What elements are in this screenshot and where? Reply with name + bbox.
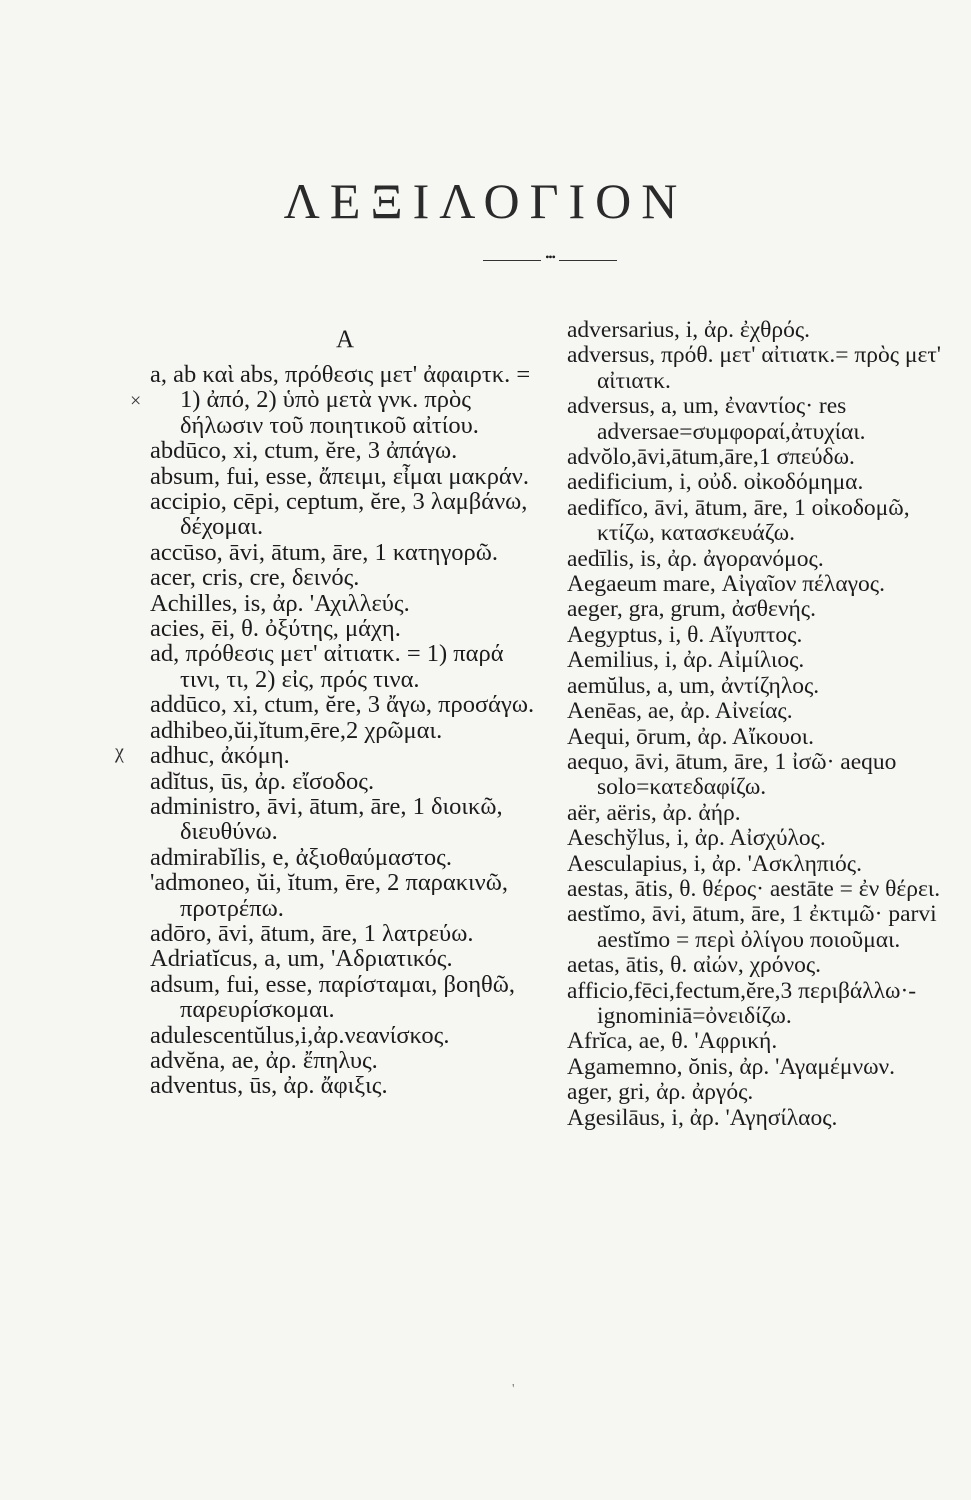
dictionary-entry: Aemilius, i, ἀρ. Αἰμίλιος. xyxy=(567,647,805,674)
dictionary-entry: Aequi, ōrum, ἀρ. Αἴκουοι. xyxy=(567,723,814,750)
dictionary-entry: adulescentŭlus,i,ἀρ.νεανίσκος. xyxy=(150,1021,450,1049)
right-entries xyxy=(567,318,962,1131)
dictionary-entry: 'admoneo, ŭi, ĭtum, ēre, 2 παρακινῶ, προτρέπω. xyxy=(150,869,509,922)
dictionary-entry: aemŭlus, a, um, ἀντίζηλος. xyxy=(567,672,820,699)
dictionary-entry: accūso, āvi, ātum, āre, 1 κατηγορῶ. xyxy=(150,538,499,566)
dictionary-entry: accipio, cēpi, ceptum, ĕre, 3 λαμβάνω, δέχομαι. xyxy=(150,488,528,541)
dictionary-entry: absum, fui, esse, ἄπειμι, εἶμαι μακράν. xyxy=(150,462,529,490)
dictionary-entry: ager, gri, ἀρ. ἀργός. xyxy=(567,1079,754,1106)
left-entries xyxy=(150,362,540,1099)
page-title: ΛΕΞΙΛΟΓΙΟΝ xyxy=(283,173,688,229)
dictionary-entry: acies, ēi, θ. ὀξύτης, μάχη. xyxy=(150,615,401,643)
dictionary-entry: adversus, a, um, ἐναντίος· res adversae=συμφοραί,ἀτυχίαι. xyxy=(567,393,866,445)
dictionary-entry: addūco, xi, ctum, ĕre, 3 ἄγω, προσάγω. xyxy=(150,691,535,719)
dictionary-entry: Aenēas, ae, ἀρ. Αἰνείας. xyxy=(567,698,793,725)
dictionary-entry: adsum, fui, esse, παρίσταμαι, βοηθῶ, παρευρίσκομαι. xyxy=(150,970,515,1024)
dictionary-entry: Aegyptus, i, θ. Αἴγυπτος. xyxy=(567,621,803,648)
dictionary-entry: Afrĭca, ae, θ. 'Αφρική. xyxy=(567,1028,778,1055)
dictionary-entry: aestĭmo, āvi, ātum, āre, 1 ἐκτιμῶ· parvi aestĭmo = περὶ ὀλίγου ποιοῦμαι. xyxy=(567,901,937,953)
dictionary-entry: aedifĭco, āvi, ātum, āre, 1 οἰκοδομῶ, κτίζω, κατασκευάζω. xyxy=(567,494,910,547)
dictionary-entry: advŏlo,āvi,ātum,āre,1 σπεύδω. xyxy=(567,444,855,471)
dictionary-entry: aeger, gra, grum, ἀσθενής. xyxy=(567,596,816,623)
dictionary-entry: Agamemno, ŏnis, ἀρ. 'Αγαμέμνων. xyxy=(567,1053,896,1080)
margin-mark: χ xyxy=(115,741,124,763)
dictionary-entry: adhibeo,ŭi,ĭtum,ēre,2 χρῶμαι. xyxy=(150,716,443,744)
dictionary-entry: Aeschўlus, i, ἀρ. Αἰσχύλος. xyxy=(567,825,826,852)
dictionary-entry: abdūco, xi, ctum, ĕre, 3 ἀπάγω. xyxy=(150,437,458,465)
ornament-rule-right xyxy=(559,260,617,261)
dictionary-entry: Aesculapius, i, ἀρ. 'Ασκληπιός. xyxy=(567,850,862,877)
dictionary-entry: acer, cris, cre, δεινός. xyxy=(150,564,360,592)
dictionary-entry: Agesilāus, i, ἀρ. 'Αγησίλαος. xyxy=(567,1104,838,1131)
dictionary-entry: admirabĭlis, e, ἀξιοθαύμαστος. xyxy=(150,843,453,871)
dictionary-entry: adventus, ūs, ἀρ. ἄφιξις. xyxy=(150,1072,388,1100)
dictionary-entry: Adriatĭcus, a, um, 'Αδριατικός. xyxy=(150,945,453,973)
title-ornament xyxy=(483,250,617,266)
dictionary-entry: Aegaeum mare, Αἰγαῖον πέλαγος. xyxy=(567,571,885,598)
stray-mark: ' xyxy=(512,1382,515,1397)
dictionary-entry: adōro, āvi, ātum, āre, 1 λατρεύω. xyxy=(150,919,474,947)
dictionary-entry: afficio,fēci,fectum,ĕre,3 περιβάλλω·-ignominiā=ὀνειδίζω. xyxy=(567,977,917,1029)
margin-mark: × xyxy=(130,390,142,412)
left-column xyxy=(150,318,540,1099)
dictionary-entry: aetas, ātis, θ. αἰών, χρόνος. xyxy=(567,952,822,979)
dictionary-entry: advĕna, ae, ἀρ. ἔπηλυς. xyxy=(150,1046,378,1074)
section-letter: Α xyxy=(335,326,355,353)
dictionary-entry: aedīlis, is, ἀρ. ἀγορανόμος. xyxy=(567,545,824,572)
ornament-dots: ••• xyxy=(545,250,555,264)
dictionary-entry: adhuc, ἀκόμη. xyxy=(150,742,290,770)
dictionary-entry: administro, āvi, ātum, āre, 1 διοικῶ, διευθύνω. xyxy=(150,792,503,846)
dictionary-entry: aër, aëris, ἀρ. ἀήρ. xyxy=(567,799,741,826)
dictionary-entry: adversarius, i, ἀρ. ἐχθρός. xyxy=(567,317,811,343)
dictionary-entry: adĭtus, ūs, ἀρ. εἴσοδος. xyxy=(150,767,375,795)
dictionary-entry: a, ab καὶ abs, πρόθεσις μετ' ἀφαιρτκ. = 1) ἀπό, 2) ὑπὸ μετὰ γνκ. πρὸς δήλωσιν τοῦ ποιητικοῦ αἰτίου. xyxy=(150,361,531,439)
ornament-rule-left xyxy=(483,260,541,261)
dictionary-entry: aestas, ātis, θ. θέρος· aestāte = ἐν θέρει. xyxy=(567,875,941,902)
dictionary-entry: aedificium, i, οὐδ. οἰκοδόμημα. xyxy=(567,469,864,496)
dictionary-entry: ad, πρόθεσις μετ' αἰτιατκ. = 1) παρά τινι, τι, 2) εἰς, πρός τινα. xyxy=(150,640,504,693)
right-column xyxy=(567,318,962,1131)
dictionary-entry: adversus, πρόθ. μετ' αἰτιατκ.= πρὸς μετ' αἰτιατκ. xyxy=(567,342,942,394)
dictionary-entry: Achilles, is, ἀρ. 'Αχιλλεύς. xyxy=(150,589,410,617)
dictionary-entry: aequo, āvi, ātum, āre, 1 ἰσῶ· aequo solo=κατεδαφίζω. xyxy=(567,748,897,801)
